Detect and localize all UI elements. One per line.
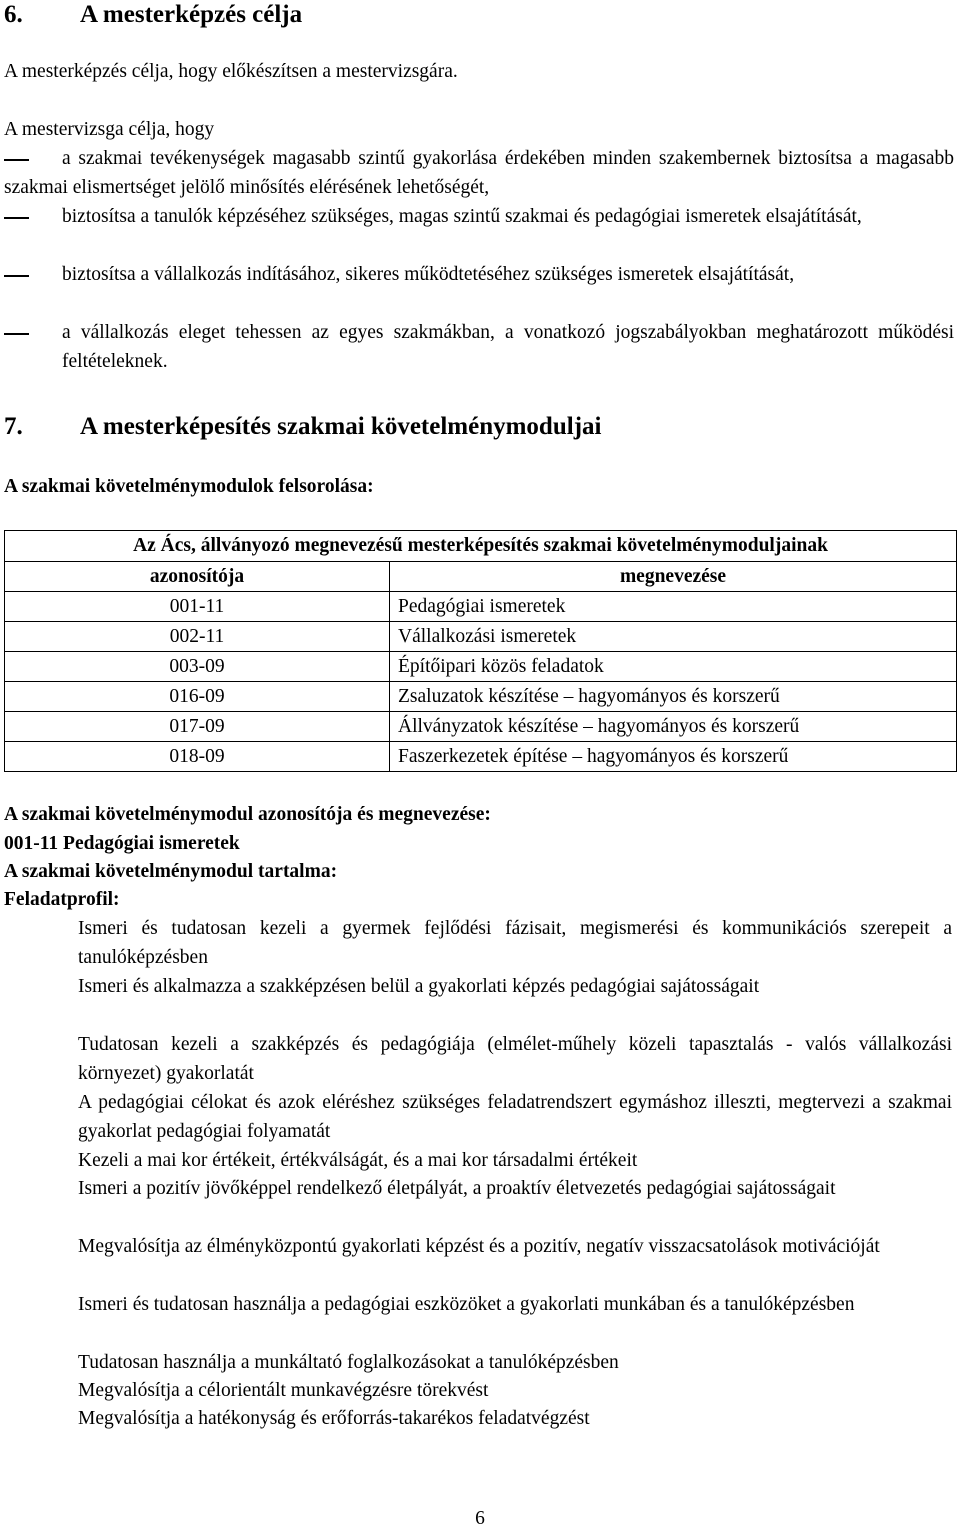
module-name: Faszerkezetek építése – hagyományos és korszerű [390, 742, 957, 772]
list-item-text: a szakmai tevékenységek magasabb szintű gyakorlása érdekében minden szakembernek biztosítsa a magasabb szakmai elismertséget jelölő minősítés elérésének lehetőségét, [4, 148, 954, 198]
task-item: Megvalósítja az élményközpontú gyakorlati képzést és a pozitív, negatív visszacsatolások motivációját [78, 1236, 880, 1257]
task-item: Ismeri és alkalmazza a szakképzésen belül a gyakorlati képzés pedagógiai sajátosságait [78, 976, 760, 997]
exam-intro: A mestervizsga célja, hogy [4, 119, 215, 140]
section-6-intro: A mesterképzés célja, hogy előkészítsen a mestervizsgára. [4, 61, 458, 82]
page-number: 6 [475, 1508, 485, 1529]
section-6-title: A mesterképzés célja [80, 1, 303, 28]
task-profile-heading: Feladatprofil: [4, 889, 120, 910]
task-item: Ismeri a pozitív jövőképpel rendelkező életpályát, a proaktív életvezetés pedagógiai sajátosságait [78, 1178, 836, 1199]
task-item: Ismeri és tudatosan használja a pedagógiai eszközöket a gyakorlati munkában és a tanulóképzésben [78, 1294, 855, 1315]
task-item: Tudatosan kezeli a szakképzés és pedagógiája (elmélet-műhely közeli tapasztalás - valós vállalkozási környezet) gyakorlatát [78, 1034, 952, 1084]
module-id: 002-11 [5, 622, 390, 652]
list-item [4, 145, 954, 202]
module-name: Pedagógiai ismeretek [390, 592, 957, 622]
list-item-text: biztosítsa a tanulók képzéséhez szükséges, magas szintű szakmai és pedagógiai ismeretek elsajátítását, [62, 206, 862, 227]
section-6-number: 6. [4, 1, 23, 28]
module-id-heading: A szakmai követelménymodul azonosítója és megnevezése: [4, 804, 491, 825]
table-row [5, 592, 957, 622]
modules-table [4, 530, 957, 772]
dash-bullet [4, 159, 29, 161]
section-6-heading [4, 0, 302, 30]
module-name: Vállalkozási ismeretek [390, 622, 957, 652]
table-header-row [5, 562, 957, 592]
task-item: Megvalósítja a célorientált munkavégzésre törekvést [78, 1380, 489, 1401]
table-caption-row [5, 531, 957, 562]
task-item: Megvalósítja a hatékonyság és erőforrás-takarékos feladatvégzést [78, 1408, 590, 1429]
section-7-title: A mesterképesítés szakmai követelménymoduljai [80, 413, 602, 440]
module-id: 001-11 [5, 592, 390, 622]
table-row [5, 682, 957, 712]
table-row [5, 622, 957, 652]
list-item-text: a vállalkozás eleget tehessen az egyes szakmákban, a vonatkozó jogszabályokban meghatározott működési feltételeknek. [62, 322, 954, 372]
module-id: 016-09 [5, 682, 390, 712]
column-header-id: azonosítója [5, 562, 390, 592]
module-list-heading: A szakmai követelménymodulok felsorolása: [4, 476, 374, 497]
list-item [4, 203, 954, 232]
table-row [5, 652, 957, 682]
list-item-text: biztosítsa a vállalkozás indításához, sikeres működtetéséhez szükséges ismeretek elsajátítását, [62, 264, 795, 285]
list-item [4, 261, 954, 290]
task-item: Ismeri és tudatosan kezeli a gyermek fejlődési fázisait, megismerési és kommunikációs szerepeit a tanulóképzésben [78, 918, 952, 968]
module-id: 017-09 [5, 712, 390, 742]
table-row [5, 742, 957, 772]
section-7-number: 7. [4, 413, 23, 440]
module-id-value: 001-11 Pedagógiai ismeretek [4, 833, 240, 854]
dash-bullet [4, 333, 29, 335]
column-header-name: megnevezése [390, 562, 957, 592]
module-name: Építőipari közös feladatok [390, 652, 957, 682]
module-id: 003-09 [5, 652, 390, 682]
task-item: A pedagógiai célokat és azok eléréshez szükséges feladatrendszert egymáshoz illeszti, megtervezi a szakmai gyakorlat pedagógiai folyamatát [78, 1092, 952, 1142]
dash-bullet [4, 217, 29, 219]
task-item: Tudatosan használja a munkáltató foglalkozásokat a tanulóképzésben [78, 1352, 619, 1373]
dash-bullet [4, 275, 29, 277]
module-name: Zsaluzatok készítése – hagyományos és korszerű [390, 682, 957, 712]
section-7-heading [4, 412, 601, 442]
module-name: Állványzatok készítése – hagyományos és korszerű [390, 712, 957, 742]
table-row [5, 712, 957, 742]
table-caption: Az Ács, állványozó megnevezésű mesterképesítés szakmai követelménymoduljainak [5, 531, 957, 562]
module-id: 018-09 [5, 742, 390, 772]
module-content-heading: A szakmai követelménymodul tartalma: [4, 861, 338, 882]
task-item: Kezeli a mai kor értékeit, értékválságát, és a mai kor társadalmi értékeit [78, 1150, 638, 1171]
list-item [4, 319, 954, 376]
